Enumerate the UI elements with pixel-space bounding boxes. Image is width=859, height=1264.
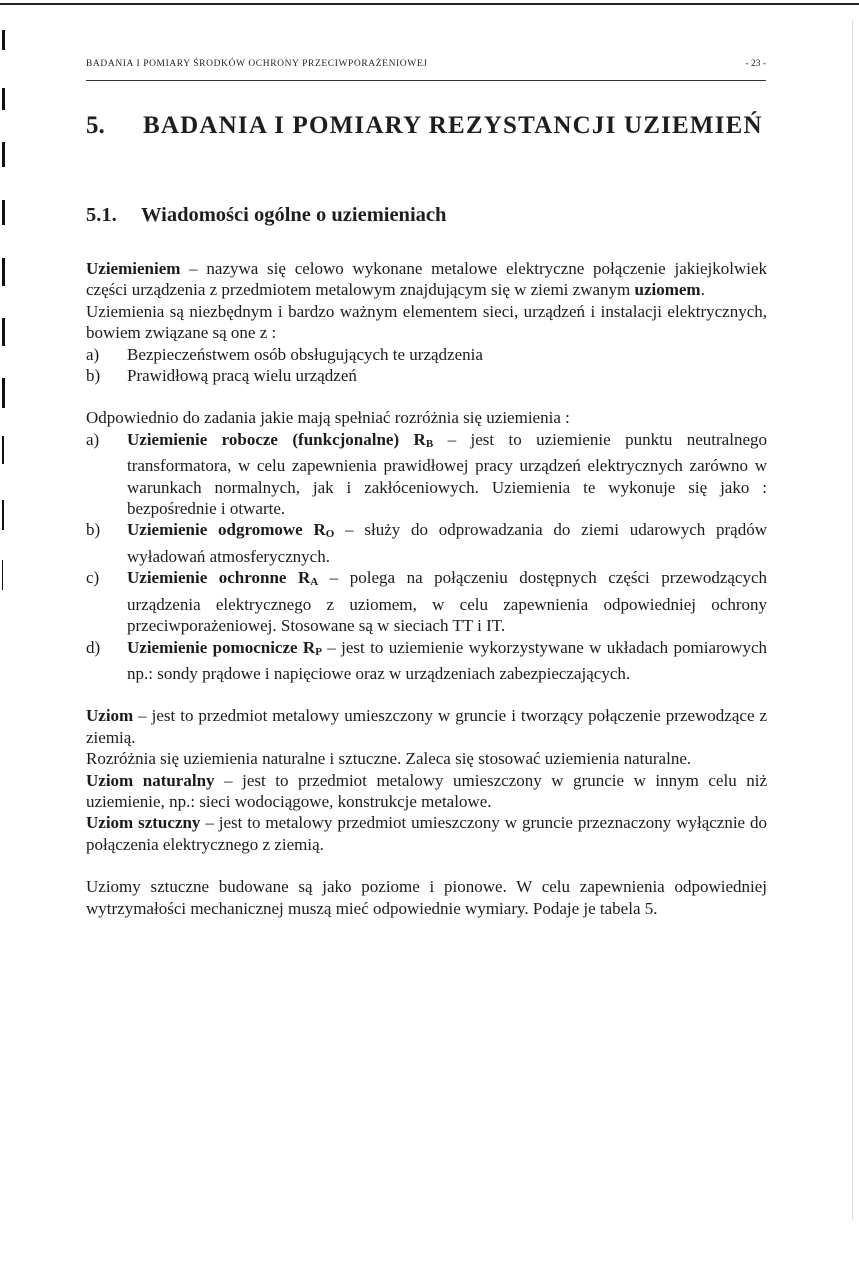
margin-mark (2, 560, 3, 590)
list-label: a) (86, 429, 100, 449)
chapter-number: 5. (86, 112, 105, 139)
list-label: b) (86, 366, 101, 386)
running-title: BADANIA I POMIARY ŚRODKÓW OCHRONY PRZECIWPORAŻENIOWEJ (86, 59, 428, 69)
list-text: Bezpieczeństwem osób obsługujących te urządzenia (127, 344, 483, 364)
term: Uziemienie odgromowe R (127, 520, 326, 540)
list-item (86, 567, 767, 636)
list-item (86, 429, 767, 520)
margin-mark (2, 258, 5, 286)
term: Uziom (86, 706, 134, 726)
margin-mark (2, 500, 4, 530)
list-item (86, 344, 767, 365)
margin-mark (2, 30, 5, 50)
paragraph: Uziemienia są niezbędnym i bardzo ważnym elementem sieci, urządzeń i instalacji elektrycznych, bowiem związane są one z : (86, 301, 767, 343)
body-text (86, 258, 767, 919)
list-item (86, 519, 767, 567)
list-label: b) (86, 520, 101, 540)
chapter-title: BADANIA I POMIARY REZYSTANCJI UZIEMIEŃ (143, 112, 763, 139)
subscript: P (315, 645, 322, 658)
definition-uziemienie (86, 258, 767, 301)
section-heading (86, 204, 766, 227)
term: Uziemieniem (86, 259, 181, 278)
paragraph: Odpowiednio do zadania jakie mają spełniać rozróżnia się uziemienia : (86, 408, 570, 428)
header-rule (86, 80, 766, 81)
margin-mark (2, 378, 5, 408)
term: Uziom naturalny (86, 770, 215, 790)
list-text: – jest to uziemienie punktu neutralnego transformatora, w celu zapewnienia prawidłowej pracy urządzeń elektrycznych zarówno w warunkach normalnych, jak i zakłóceniowych. Uziemienia te wykonuje się jako : bezpośrednie i otwarte. (127, 429, 767, 519)
paragraph: Rozróżnia się uziemienia naturalne i sztuczne. Zaleca się stosować uziemienia naturalne. (86, 749, 692, 769)
term: Uziemienie ochronne R (127, 568, 311, 588)
list-text: – jest to uziemienie wykorzystywane w układach pomiarowych np.: sondy prądowe i napięciowe oraz w urządzeniach zabezpieczających. (127, 637, 767, 683)
margin-mark (2, 436, 4, 464)
definition-text: – jest to przedmiot metalowy umieszczony w gruncie w innym celu niż uziemienie, np.: sieci wodociągowe, konstrukcje metalowe. (86, 770, 767, 811)
punctuation: . (700, 280, 705, 300)
list-text: Prawidłową pracą wielu urządzeń (127, 366, 357, 386)
subscript: A (310, 576, 319, 589)
section-number: 5.1. (86, 204, 117, 226)
list-label: c) (86, 568, 100, 588)
term: uziomem (634, 280, 701, 300)
definition-uziom-sztuczny (86, 812, 767, 855)
definition-uziom (86, 705, 767, 748)
list-text: – służy do odprowadzania do ziemi udarowych prądów wyładowań atmosferycznych. (127, 520, 767, 566)
subscript: B (425, 437, 434, 450)
section-title: Wiadomości ogólne o uziemieniach (141, 204, 447, 226)
subscript: O (325, 528, 335, 541)
list-label: a) (86, 344, 100, 364)
list-label: d) (86, 637, 101, 657)
list-item (86, 365, 767, 386)
top-edge-rule (0, 3, 859, 5)
definition-text: – jest to metalowy przedmiot umieszczony w gruncie przeznaczony wyłącznie do połączenia elektrycznego z ziemią. (86, 813, 768, 854)
definition-uziom-naturalny (86, 770, 767, 813)
margin-mark (2, 88, 5, 110)
page-number: - 23 - (745, 59, 766, 69)
running-header (86, 59, 766, 69)
term: Uziom sztuczny (86, 813, 201, 833)
chapter-heading (86, 111, 766, 140)
definition-text: – jest to przedmiot metalowy umieszczony w gruncie i tworzący połączenie przewodzące z ziemią. (86, 706, 767, 747)
term: Uziemienie pomocnicze R (127, 637, 316, 657)
list-text: – polega na połączeniu dostępnych części przewodzących urządzenia elektrycznego z uziomem, w celu zapewnienia odpowiedniej ochrony przeciwporażeniowej. Stosowane są w sieciach TT i IT. (127, 568, 768, 636)
margin-mark (2, 142, 5, 167)
margin-mark (2, 318, 5, 346)
definition-text: – nazywa się celowo wykonane metalowe elektryczne połączenie jakiejkolwiek części urządzenia z przedmiotem metalowym znajdującym się w ziemi zwanym (86, 259, 767, 300)
closing-paragraph: Uziomy sztuczne budowane są jako poziome i pionowe. W celu zapewnienia odpowiedniej wytrzymałości mechanicznej muszą mieć odpowiednie wymiary. Podaje je tabela 5. (86, 877, 767, 918)
term: Uziemienie robocze (funkcjonalne) R (127, 429, 426, 449)
scan-edge-line (852, 20, 853, 1220)
margin-mark (2, 200, 5, 225)
list-item (86, 637, 767, 685)
